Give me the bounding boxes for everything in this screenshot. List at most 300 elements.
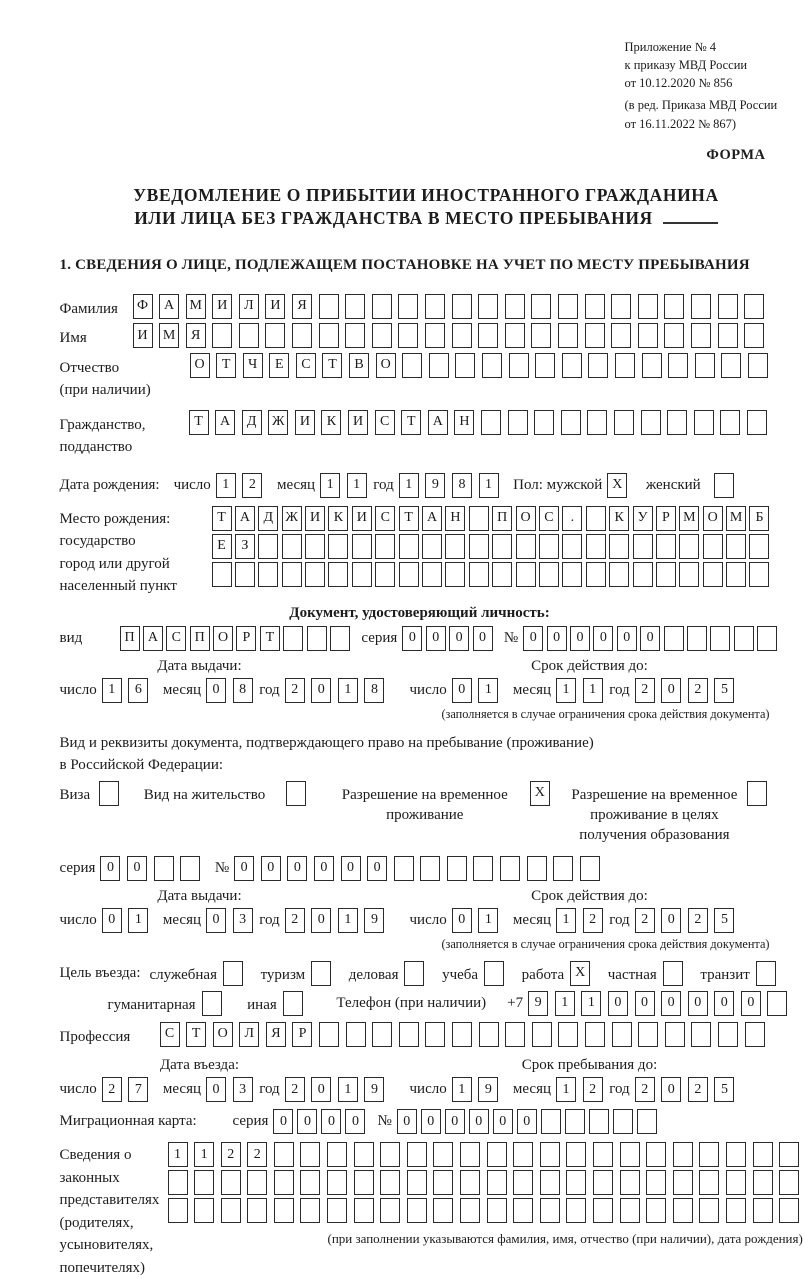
residence-series-box[interactable]: 0 [127,856,147,881]
residence-issue-year-box[interactable]: 9 [364,908,384,933]
residence-series-box[interactable]: 0 [100,856,120,881]
legal-reps-char-box[interactable] [513,1198,533,1223]
migration-series-box[interactable]: 0 [273,1109,293,1134]
name-char-box[interactable] [319,323,339,348]
birth-place-char-box[interactable]: Е [212,534,232,559]
patronymic-char-box[interactable]: Ч [243,353,263,378]
citizenship-char-box[interactable] [641,410,661,435]
doc-series-box[interactable]: 0 [449,626,469,651]
legal-reps-char-box[interactable] [593,1198,613,1223]
profession-char-box[interactable] [532,1022,552,1047]
profession-char-box[interactable] [372,1022,392,1047]
birth-place-char-box[interactable] [282,562,302,587]
birth-place-char-box[interactable] [445,562,465,587]
migration-number-box[interactable] [613,1109,633,1134]
name-char-box[interactable] [265,323,285,348]
legal-reps-char-box[interactable]: 1 [168,1142,188,1167]
patronymic-char-box[interactable] [402,353,422,378]
birth-place-char-box[interactable] [726,534,746,559]
birth-month-box[interactable]: 1 [320,473,340,498]
profession-char-box[interactable] [425,1022,445,1047]
identity-issue-month-box[interactable]: 0 [206,678,226,703]
name-char-box[interactable] [718,323,738,348]
entry-day-box[interactable]: 2 [102,1077,122,1102]
identity-expiry-year-box[interactable]: 0 [661,678,681,703]
birth-place-char-box[interactable] [609,534,629,559]
residence-number-box[interactable]: 0 [287,856,307,881]
patronymic-char-box[interactable] [509,353,529,378]
surname-char-box[interactable] [611,294,631,319]
birth-place-char-box[interactable] [749,534,769,559]
profession-char-box[interactable]: С [160,1022,180,1047]
phone-digit-box[interactable]: 1 [581,991,601,1016]
legal-reps-char-box[interactable] [487,1142,507,1167]
birth-year-box[interactable]: 8 [452,473,472,498]
purpose-tourism-checkbox[interactable] [311,961,331,986]
legal-reps-char-box[interactable] [460,1170,480,1195]
migration-number-box[interactable] [565,1109,585,1134]
name-char-box[interactable] [478,323,498,348]
doc-type-char-box[interactable] [283,626,303,651]
name-char-box[interactable] [212,323,232,348]
doc-type-char-box[interactable] [307,626,327,651]
citizenship-char-box[interactable] [694,410,714,435]
doc-number-box[interactable]: 0 [570,626,590,651]
phone-digit-box[interactable]: 0 [688,991,708,1016]
legal-reps-char-box[interactable] [460,1198,480,1223]
birth-day-box[interactable]: 1 [216,473,236,498]
doc-type-char-box[interactable]: Р [236,626,256,651]
surname-char-box[interactable] [452,294,472,319]
birth-place-char-box[interactable]: Р [656,506,676,531]
name-char-box[interactable]: Я [186,323,206,348]
legal-reps-char-box[interactable]: 2 [247,1142,267,1167]
birth-place-char-box[interactable]: Т [399,506,419,531]
residence-number-box[interactable] [394,856,414,881]
phone-digit-box[interactable]: 1 [555,991,575,1016]
legal-reps-char-box[interactable] [327,1198,347,1223]
name-char-box[interactable] [531,323,551,348]
name-char-box[interactable] [398,323,418,348]
residence-issue-year-box[interactable]: 0 [311,908,331,933]
birth-place-char-box[interactable] [352,534,372,559]
birth-place-char-box[interactable] [633,562,653,587]
doc-number-box[interactable] [687,626,707,651]
legal-reps-char-box[interactable] [699,1198,719,1223]
residence-permit-checkbox[interactable] [286,781,306,806]
entry-year-box[interactable]: 9 [364,1077,384,1102]
name-char-box[interactable] [585,323,605,348]
patronymic-char-box[interactable]: С [296,353,316,378]
residence-issue-year-box[interactable]: 1 [338,908,358,933]
citizenship-char-box[interactable]: Н [454,410,474,435]
legal-reps-char-box[interactable] [566,1170,586,1195]
legal-reps-char-box[interactable] [221,1170,241,1195]
birth-place-char-box[interactable]: Д [258,506,278,531]
birth-place-char-box[interactable]: И [305,506,325,531]
patronymic-char-box[interactable] [615,353,635,378]
doc-number-box[interactable] [710,626,730,651]
doc-series-box[interactable]: 0 [402,626,422,651]
migration-number-box[interactable] [589,1109,609,1134]
stay-until-year-box[interactable]: 2 [635,1077,655,1102]
doc-number-box[interactable] [757,626,777,651]
name-char-box[interactable] [691,323,711,348]
birth-day-box[interactable]: 2 [242,473,262,498]
surname-char-box[interactable] [691,294,711,319]
identity-expiry-month-box[interactable]: 1 [583,678,603,703]
residence-issue-month-box[interactable]: 3 [233,908,253,933]
profession-char-box[interactable] [452,1022,472,1047]
legal-reps-char-box[interactable] [646,1198,666,1223]
residence-expiry-year-box[interactable]: 2 [635,908,655,933]
profession-char-box[interactable]: Т [186,1022,206,1047]
birth-place-char-box[interactable]: М [726,506,746,531]
name-char-box[interactable] [345,323,365,348]
identity-expiry-year-box[interactable]: 5 [714,678,734,703]
birth-place-char-box[interactable]: С [375,506,395,531]
identity-expiry-year-box[interactable]: 2 [635,678,655,703]
doc-type-char-box[interactable]: П [190,626,210,651]
birth-place-char-box[interactable] [305,562,325,587]
name-char-box[interactable] [558,323,578,348]
legal-reps-char-box[interactable] [433,1170,453,1195]
profession-char-box[interactable] [399,1022,419,1047]
patronymic-char-box[interactable]: Т [322,353,342,378]
patronymic-char-box[interactable] [668,353,688,378]
birth-place-char-box[interactable] [399,534,419,559]
legal-reps-char-box[interactable] [247,1198,267,1223]
citizenship-char-box[interactable] [508,410,528,435]
legal-reps-char-box[interactable] [274,1170,294,1195]
name-char-box[interactable] [372,323,392,348]
surname-char-box[interactable]: И [265,294,285,319]
patronymic-char-box[interactable] [748,353,768,378]
legal-reps-char-box[interactable] [726,1142,746,1167]
migration-number-box[interactable] [541,1109,561,1134]
legal-reps-char-box[interactable] [753,1142,773,1167]
patronymic-char-box[interactable] [429,353,449,378]
identity-issue-day-box[interactable]: 1 [102,678,122,703]
citizenship-char-box[interactable] [534,410,554,435]
name-char-box[interactable] [425,323,445,348]
residence-number-box[interactable] [473,856,493,881]
legal-reps-char-box[interactable] [300,1142,320,1167]
visa-checkbox[interactable] [99,781,119,806]
citizenship-char-box[interactable]: А [428,410,448,435]
doc-number-box[interactable]: 0 [617,626,637,651]
residence-number-box[interactable] [500,856,520,881]
surname-char-box[interactable] [345,294,365,319]
birth-year-box[interactable]: 1 [399,473,419,498]
birth-place-char-box[interactable] [399,562,419,587]
entry-day-box[interactable]: 7 [128,1077,148,1102]
residence-issue-day-box[interactable]: 0 [102,908,122,933]
legal-reps-char-box[interactable] [407,1198,427,1223]
name-char-box[interactable] [664,323,684,348]
phone-digit-box[interactable]: 9 [528,991,548,1016]
birth-place-char-box[interactable] [469,562,489,587]
legal-reps-char-box[interactable] [274,1198,294,1223]
legal-reps-char-box[interactable] [194,1170,214,1195]
birth-place-char-box[interactable] [282,534,302,559]
citizenship-char-box[interactable] [481,410,501,435]
residence-number-box[interactable] [553,856,573,881]
phone-digit-box[interactable]: 0 [714,991,734,1016]
legal-reps-char-box[interactable] [354,1170,374,1195]
citizenship-char-box[interactable] [587,410,607,435]
patronymic-char-box[interactable] [455,353,475,378]
patronymic-char-box[interactable] [695,353,715,378]
legal-reps-char-box[interactable] [673,1142,693,1167]
birth-place-char-box[interactable] [633,534,653,559]
doc-number-box[interactable] [664,626,684,651]
residence-number-box[interactable] [447,856,467,881]
legal-reps-char-box[interactable] [380,1142,400,1167]
legal-reps-char-box[interactable] [673,1198,693,1223]
birth-place-char-box[interactable] [328,534,348,559]
profession-char-box[interactable]: Л [239,1022,259,1047]
identity-issue-year-box[interactable]: 0 [311,678,331,703]
stay-until-year-box[interactable]: 0 [661,1077,681,1102]
profession-char-box[interactable] [585,1022,605,1047]
birth-place-char-box[interactable]: О [516,506,536,531]
birth-place-char-box[interactable] [656,534,676,559]
birth-place-char-box[interactable] [445,534,465,559]
migration-number-box[interactable]: 0 [517,1109,537,1134]
residence-number-box[interactable]: 0 [234,856,254,881]
profession-char-box[interactable] [745,1022,765,1047]
profession-char-box[interactable] [505,1022,525,1047]
birth-year-box[interactable]: 9 [425,473,445,498]
birth-place-char-box[interactable]: С [539,506,559,531]
residence-number-box[interactable] [527,856,547,881]
residence-issue-month-box[interactable]: 0 [206,908,226,933]
legal-reps-char-box[interactable] [673,1170,693,1195]
purpose-other-checkbox[interactable] [283,991,303,1016]
profession-char-box[interactable] [638,1022,658,1047]
birth-place-char-box[interactable]: К [609,506,629,531]
birth-place-char-box[interactable]: . [562,506,582,531]
legal-reps-char-box[interactable] [593,1170,613,1195]
residence-number-box[interactable]: 0 [367,856,387,881]
doc-type-char-box[interactable]: Т [260,626,280,651]
purpose-work-checkbox[interactable]: X [570,961,590,986]
migration-number-box[interactable]: 0 [421,1109,441,1134]
legal-reps-char-box[interactable] [168,1198,188,1223]
legal-reps-char-box[interactable] [593,1142,613,1167]
legal-reps-char-box[interactable] [433,1142,453,1167]
migration-number-box[interactable] [637,1109,657,1134]
residence-series-box[interactable] [180,856,200,881]
birth-place-char-box[interactable] [258,562,278,587]
birth-year-box[interactable]: 1 [479,473,499,498]
legal-reps-char-box[interactable] [753,1170,773,1195]
citizenship-char-box[interactable]: Т [189,410,209,435]
citizenship-char-box[interactable] [720,410,740,435]
birth-place-char-box[interactable] [516,562,536,587]
legal-reps-char-box[interactable] [779,1142,799,1167]
identity-expiry-day-box[interactable]: 1 [478,678,498,703]
citizenship-char-box[interactable]: К [321,410,341,435]
edu-permit-checkbox[interactable] [747,781,767,806]
birth-place-char-box[interactable]: И [352,506,372,531]
legal-reps-char-box[interactable] [646,1170,666,1195]
migration-number-box[interactable]: 0 [397,1109,417,1134]
surname-char-box[interactable]: А [159,294,179,319]
sex-female-checkbox[interactable] [714,473,734,498]
doc-number-box[interactable]: 0 [547,626,567,651]
profession-char-box[interactable] [718,1022,738,1047]
name-char-box[interactable] [744,323,764,348]
entry-year-box[interactable]: 1 [338,1077,358,1102]
surname-char-box[interactable] [664,294,684,319]
legal-reps-char-box[interactable] [726,1170,746,1195]
profession-char-box[interactable] [558,1022,578,1047]
phone-digit-box[interactable]: 0 [741,991,761,1016]
birth-place-char-box[interactable] [726,562,746,587]
doc-number-box[interactable]: 0 [640,626,660,651]
residence-number-box[interactable] [420,856,440,881]
identity-expiry-day-box[interactable]: 0 [452,678,472,703]
name-char-box[interactable] [292,323,312,348]
patronymic-char-box[interactable] [642,353,662,378]
doc-type-char-box[interactable]: С [166,626,186,651]
migration-number-box[interactable]: 0 [469,1109,489,1134]
stay-until-day-box[interactable]: 9 [478,1077,498,1102]
identity-issue-year-box[interactable]: 2 [285,678,305,703]
legal-reps-char-box[interactable]: 2 [221,1142,241,1167]
birth-place-char-box[interactable] [422,562,442,587]
purpose-transit-checkbox[interactable] [756,961,776,986]
identity-issue-month-box[interactable]: 8 [233,678,253,703]
identity-issue-year-box[interactable]: 1 [338,678,358,703]
migration-number-box[interactable]: 0 [445,1109,465,1134]
legal-reps-char-box[interactable] [620,1170,640,1195]
legal-reps-char-box[interactable] [540,1142,560,1167]
birth-place-char-box[interactable] [212,562,232,587]
legal-reps-char-box[interactable] [407,1170,427,1195]
phone-digit-box[interactable]: 0 [608,991,628,1016]
birth-place-char-box[interactable] [749,562,769,587]
migration-series-box[interactable]: 0 [345,1109,365,1134]
citizenship-char-box[interactable]: С [375,410,395,435]
residence-expiry-day-box[interactable]: 1 [478,908,498,933]
profession-char-box[interactable] [665,1022,685,1047]
doc-type-char-box[interactable]: О [213,626,233,651]
legal-reps-char-box[interactable] [354,1198,374,1223]
surname-char-box[interactable] [531,294,551,319]
legal-reps-char-box[interactable] [168,1170,188,1195]
birth-place-char-box[interactable]: Ж [282,506,302,531]
stay-until-year-box[interactable]: 5 [714,1077,734,1102]
patronymic-char-box[interactable] [588,353,608,378]
surname-char-box[interactable] [319,294,339,319]
patronymic-char-box[interactable] [535,353,555,378]
doc-number-box[interactable]: 0 [523,626,543,651]
entry-year-box[interactable]: 0 [311,1077,331,1102]
legal-reps-char-box[interactable] [300,1170,320,1195]
purpose-humanitarian-checkbox[interactable] [202,991,222,1016]
legal-reps-char-box[interactable] [779,1170,799,1195]
birth-place-char-box[interactable]: Б [749,506,769,531]
surname-char-box[interactable] [638,294,658,319]
legal-reps-char-box[interactable] [380,1198,400,1223]
profession-char-box[interactable] [479,1022,499,1047]
doc-series-box[interactable]: 0 [473,626,493,651]
profession-char-box[interactable] [691,1022,711,1047]
surname-char-box[interactable] [718,294,738,319]
legal-reps-char-box[interactable] [540,1170,560,1195]
legal-reps-char-box[interactable] [487,1198,507,1223]
residence-series-box[interactable] [154,856,174,881]
residence-issue-day-box[interactable]: 1 [128,908,148,933]
sex-male-checkbox[interactable]: X [607,473,627,498]
citizenship-char-box[interactable]: И [348,410,368,435]
birth-place-char-box[interactable]: Н [445,506,465,531]
legal-reps-char-box[interactable] [380,1170,400,1195]
birth-place-char-box[interactable]: П [492,506,512,531]
legal-reps-char-box[interactable] [300,1198,320,1223]
doc-type-char-box[interactable]: П [120,626,140,651]
residence-issue-year-box[interactable]: 2 [285,908,305,933]
identity-issue-day-box[interactable]: 6 [128,678,148,703]
citizenship-char-box[interactable]: Т [401,410,421,435]
patronymic-char-box[interactable]: О [376,353,396,378]
name-char-box[interactable] [452,323,472,348]
residence-expiry-year-box[interactable]: 0 [661,908,681,933]
profession-char-box[interactable]: О [213,1022,233,1047]
legal-reps-char-box[interactable] [566,1198,586,1223]
surname-char-box[interactable] [398,294,418,319]
birth-place-char-box[interactable]: М [679,506,699,531]
citizenship-char-box[interactable]: А [215,410,235,435]
stay-until-month-box[interactable]: 1 [556,1077,576,1102]
doc-series-box[interactable]: 0 [426,626,446,651]
residence-number-box[interactable]: 0 [314,856,334,881]
birth-place-char-box[interactable]: З [235,534,255,559]
legal-reps-char-box[interactable] [620,1142,640,1167]
patronymic-char-box[interactable]: В [349,353,369,378]
legal-reps-char-box[interactable] [699,1142,719,1167]
phone-digit-box[interactable] [767,991,787,1016]
legal-reps-char-box[interactable] [646,1142,666,1167]
migration-number-box[interactable]: 0 [493,1109,513,1134]
purpose-business-checkbox[interactable] [404,961,424,986]
birth-place-char-box[interactable] [469,506,489,531]
residence-expiry-day-box[interactable]: 0 [452,908,472,933]
birth-place-char-box[interactable] [258,534,278,559]
temp-permit-checkbox[interactable]: X [530,781,550,806]
name-char-box[interactable]: М [159,323,179,348]
purpose-study-checkbox[interactable] [484,961,504,986]
residence-expiry-month-box[interactable]: 1 [556,908,576,933]
legal-reps-char-box[interactable] [540,1198,560,1223]
birth-place-char-box[interactable] [586,562,606,587]
identity-expiry-year-box[interactable]: 2 [688,678,708,703]
birth-place-char-box[interactable] [492,562,512,587]
birth-place-char-box[interactable] [562,562,582,587]
profession-char-box[interactable] [319,1022,339,1047]
citizenship-char-box[interactable]: Д [242,410,262,435]
birth-place-char-box[interactable]: К [328,506,348,531]
patronymic-char-box[interactable] [562,353,582,378]
birth-place-char-box[interactable]: А [422,506,442,531]
doc-type-char-box[interactable] [330,626,350,651]
birth-place-char-box[interactable] [516,534,536,559]
surname-char-box[interactable]: Л [239,294,259,319]
entry-year-box[interactable]: 2 [285,1077,305,1102]
